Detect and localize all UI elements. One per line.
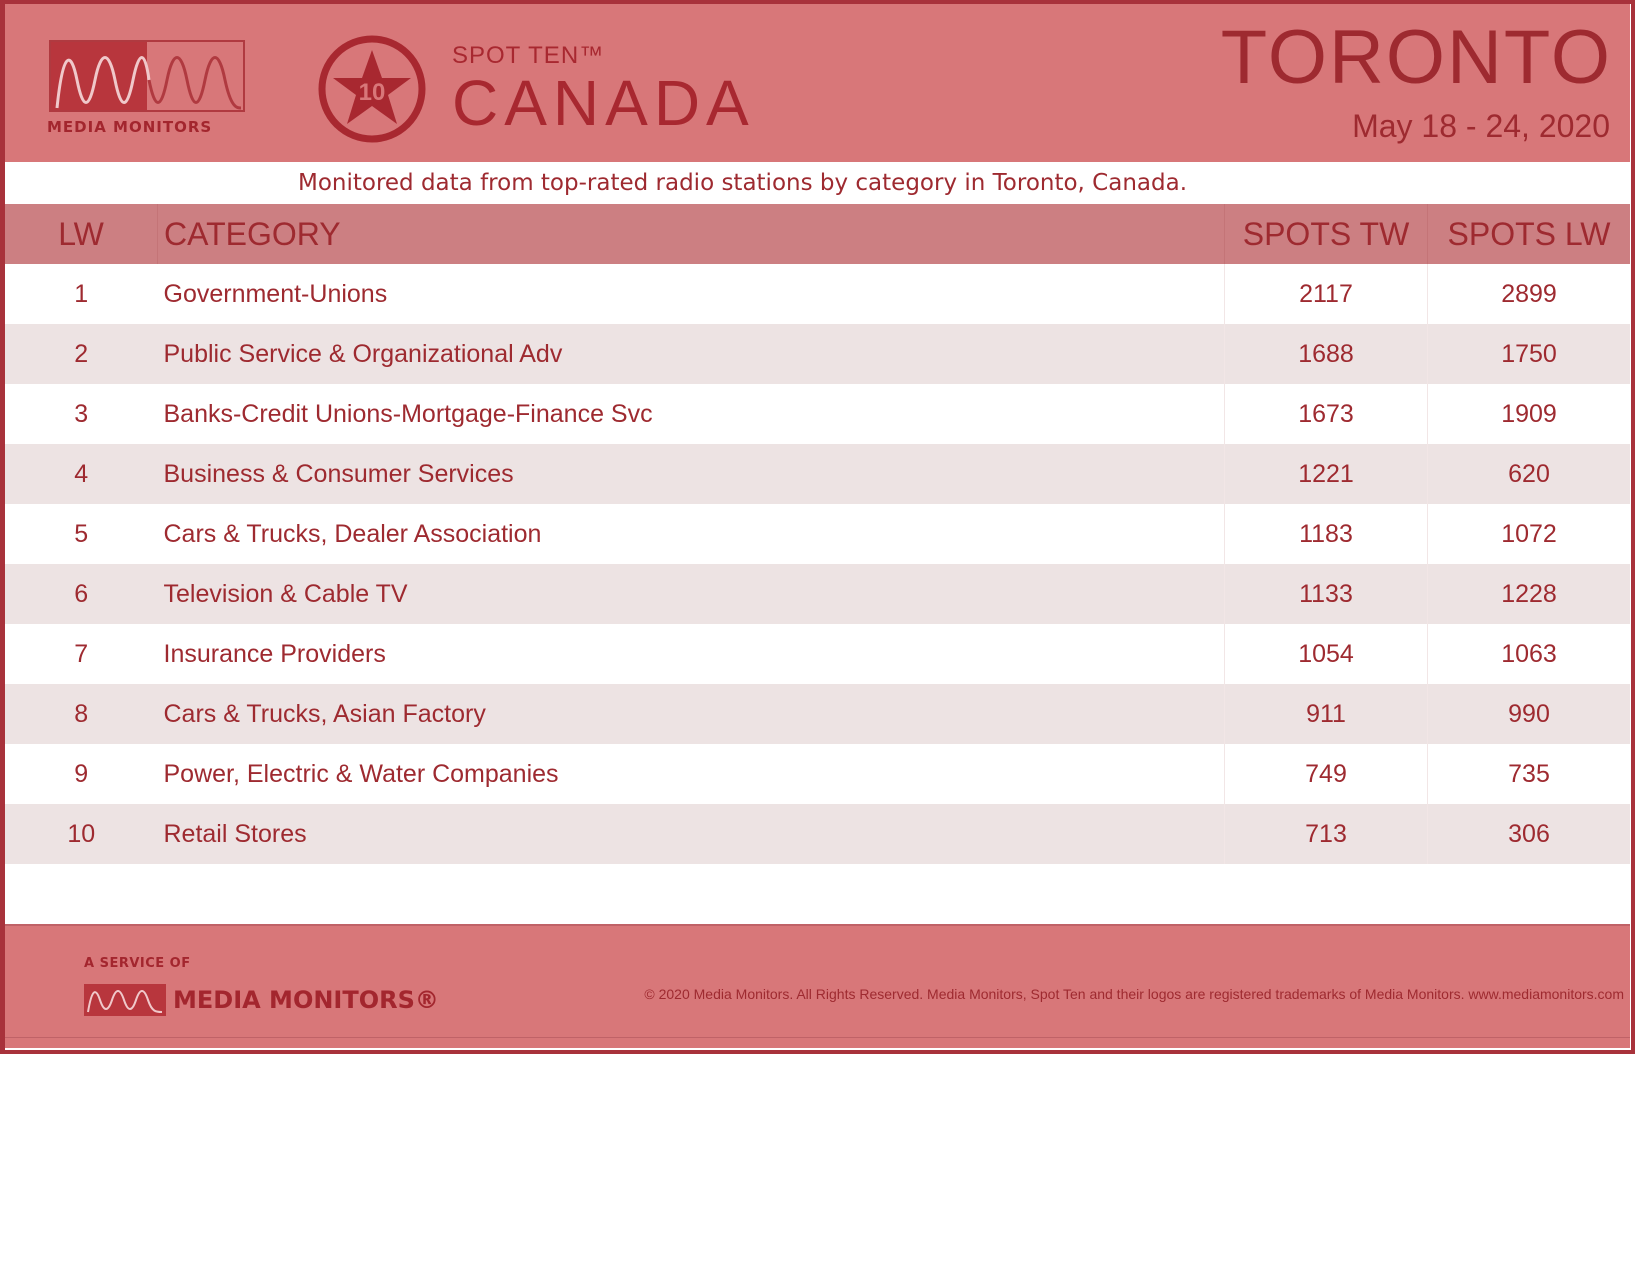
- rank-cell: 10: [5, 804, 158, 864]
- logo-wordmark: MEDIA MONITORS: [47, 118, 213, 136]
- rank-cell: 8: [5, 684, 158, 744]
- category-cell: Insurance Providers: [158, 624, 1225, 684]
- table-row: [5, 624, 1630, 684]
- category-cell: Cars & Trucks, Asian Factory: [158, 684, 1225, 744]
- table-row: [5, 504, 1630, 564]
- copyright-text: © 2020 Media Monitors. All Rights Reserved. Media Monitors, Spot Ten and their logos are registered trademarks of Media Monitors. www.mediamonitors.com: [644, 986, 1624, 1002]
- report-header: [5, 4, 1630, 162]
- spots-tw-cell: 1221: [1225, 444, 1428, 504]
- spots-tw-cell: 2117: [1225, 264, 1428, 324]
- table-row: [5, 684, 1630, 744]
- country-title: CANADA: [452, 67, 755, 139]
- column-header-category: CATEGORY: [158, 204, 1225, 264]
- table-row: [5, 744, 1630, 804]
- column-header-lw: LW: [5, 204, 158, 264]
- column-header-spots-lw: SPOTS LW: [1428, 204, 1631, 264]
- category-cell: Business & Consumer Services: [158, 444, 1225, 504]
- rank-cell: 5: [5, 504, 158, 564]
- spots-lw-cell: 735: [1428, 744, 1631, 804]
- spot-ten-label: SPOT TEN™: [452, 42, 605, 69]
- spots-lw-cell: 1228: [1428, 564, 1631, 624]
- report-subtitle: Monitored data from top-rated radio stations by category in Toronto, Canada.: [297, 170, 1188, 196]
- category-table: [5, 204, 1630, 864]
- spots-tw-cell: 713: [1225, 804, 1428, 864]
- category-cell: Cars & Trucks, Dealer Association: [158, 504, 1225, 564]
- spots-lw-cell: 1063: [1428, 624, 1631, 684]
- category-cell: Power, Electric & Water Companies: [158, 744, 1225, 804]
- category-cell: Banks-Credit Unions-Mortgage-Finance Svc: [158, 384, 1225, 444]
- spots-lw-cell: 620: [1428, 444, 1631, 504]
- service-of-label: A SERVICE OF: [84, 956, 191, 971]
- category-cell: Government-Unions: [158, 264, 1225, 324]
- spots-lw-cell: 2899: [1428, 264, 1631, 324]
- spots-tw-cell: 1688: [1225, 324, 1428, 384]
- category-cell: Television & Cable TV: [158, 564, 1225, 624]
- rank-cell: 1: [5, 264, 158, 324]
- rank-cell: 2: [5, 324, 158, 384]
- footer-rule: [5, 1037, 1630, 1038]
- date-range: May 18 - 24, 2020: [1352, 108, 1610, 144]
- spot-ten-star-badge: [317, 34, 427, 144]
- spots-tw-cell: 911: [1225, 684, 1428, 744]
- table-row: [5, 564, 1630, 624]
- waveform-icon: [49, 40, 249, 116]
- star-icon: [317, 34, 427, 144]
- column-header-spots-tw: SPOTS TW: [1225, 204, 1428, 264]
- spots-tw-cell: 1673: [1225, 384, 1428, 444]
- spots-lw-cell: 1909: [1428, 384, 1631, 444]
- rank-cell: 4: [5, 444, 158, 504]
- table-header-row: [5, 204, 1630, 264]
- table-row: [5, 804, 1630, 864]
- category-cell: Public Service & Organizational Adv: [158, 324, 1225, 384]
- report-footer: [5, 924, 1630, 1048]
- footer-wordmark: MEDIA MONITORS®: [173, 986, 439, 1014]
- table-row: [5, 264, 1630, 324]
- spots-lw-cell: 990: [1428, 684, 1631, 744]
- spots-tw-cell: 1133: [1225, 564, 1428, 624]
- city-title: TORONTO: [1220, 15, 1612, 100]
- badge-number: 10: [358, 79, 386, 106]
- spots-lw-cell: 1750: [1428, 324, 1631, 384]
- spots-tw-cell: 749: [1225, 744, 1428, 804]
- table-row: [5, 324, 1630, 384]
- spots-tw-cell: 1054: [1225, 624, 1428, 684]
- rank-cell: 6: [5, 564, 158, 624]
- spots-lw-cell: 306: [1428, 804, 1631, 864]
- media-monitors-mini-logo: [84, 984, 166, 1016]
- rank-cell: 7: [5, 624, 158, 684]
- rank-cell: 9: [5, 744, 158, 804]
- rank-cell: 3: [5, 384, 158, 444]
- media-monitors-logo: [45, 36, 255, 140]
- spots-lw-cell: 1072: [1428, 504, 1631, 564]
- table-row: [5, 384, 1630, 444]
- spots-tw-cell: 1183: [1225, 504, 1428, 564]
- table-row: [5, 444, 1630, 504]
- category-cell: Retail Stores: [158, 804, 1225, 864]
